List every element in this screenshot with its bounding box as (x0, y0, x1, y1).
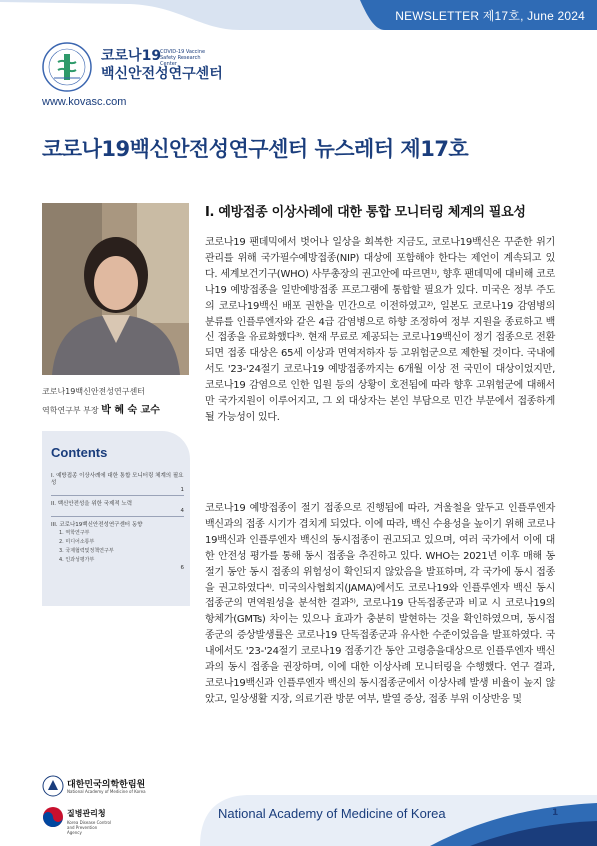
nam-logo-icon (42, 775, 64, 797)
newsletter-issue-tag: NEWSLETTER 제17호, June 2024 (395, 9, 585, 23)
toc-divider (51, 495, 184, 496)
center-english-name: COVID-19 Vaccine Safety Research Center (160, 49, 206, 67)
toc-subitem: 2. 미디어소통부 (59, 539, 95, 545)
kdca-logo-icon (42, 806, 64, 828)
toc-item[interactable] (51, 522, 184, 571)
author-role: 역학연구부 부장 (42, 406, 99, 415)
toc-item-label: II. 백신안전성을 위한 국제적 노력 (51, 501, 133, 507)
newsletter-title: 코로나19백신안전성연구센터 뉴스레터 제17호 (42, 137, 469, 161)
article-paragraph: 코로나19 예방접종이 절기 접종으로 진행됨에 따라, 겨울철을 앞두고 인플루엔자 백신과의 접종 시기가 겹치게 되었다. 이에 따라, 백신 수용성을 높이기 위해 코로나19백신과 인플루엔자 백신의 동시접종이 권고되고 있으며, 여러 국가에서 이에 대한 안전성 평가를 통해 동시 접종을 추진하고 있다. WHO는 2021년 이후 매해 동절기 동안 동시 접종의 위험성이 확인되지 않았음을 발표하며, 각 국가에 동시 접종을 권고하였다⁴⁾. 미국의사협회지(JAMA)에서도 코로나19와 인플루엔자 백신 동시접종군의 면역원성을 분석한 결과⁵⁾, 코로나19 단독접종군과 비교 시 코로나19의 항체가(GMTs) 차이는 있으나 효과가 충분히 발현하는 것을 확인하였으며, 동시접종군의 증상발생률은 코로나19 단독접종군과 유사한 수준이었음을 발표하였다. 국내에서도 '23-'24절기 코로나19 접종기간 동안 고령층을대상으로 인플루엔자 백신과의 동시 접종을 권장하며, 이에 대한 이상사례 모니터링을 수행했다. 연구 결과, 코로나19백신과 인플루엔자 백신의 동시접종군에서 이상사례 발생 비율이 높지 않았고, 일상생활 지장, 의료기관 방문 여부, 발열 증상, 접종 부위 이상반응 및 (205, 503, 555, 705)
toc-item-label: III. 코로나19백신안전성연구센터 동향 (51, 522, 143, 528)
author-photo (42, 203, 189, 375)
top-banner (0, 0, 597, 30)
toc-subitem: 3. 국제협력및정책연구부 (59, 548, 114, 554)
center-logo-icon (42, 42, 92, 92)
nam-english-name: National Academy of Medicine of Korea (67, 789, 146, 794)
toc-item-label: I. 예방접종 이상사례에 대한 통합 모니터링 체계의 필요성 (51, 473, 184, 486)
toc-subitem: 4. 인과성평가부 (59, 557, 95, 563)
toc-divider (51, 516, 184, 517)
author-affiliation: 코로나19백신안전성연구센터 (42, 387, 145, 396)
author-name: 박 혜 숙 교수 (101, 405, 160, 416)
contents-title: Contents (51, 445, 108, 460)
article-paragraph: 코로나19 팬데믹에서 벗어나 일상을 회복한 지금도, 코로나19백신은 꾸준한 위기관리를 위해 국가필수예방접종(NIP) 대상에 포함해야 한다는 제언이 계속되고 있다. 세계보건기구(WHO) 사무총장의 권고안에 따르면¹⁾, 향후 팬데믹에 대비해 코로나19 예방접종을 일반예방접종 프로그램에 통합할 필요가 있다. 미국은 정부 주도의 코로나19백신 배포 권한을 민간으로 이전하였고²⁾, 일본도 코로나19 감염병의 분류를 인플루엔자와 같은 4급 감염병으로 하향 조정하여 정부 지원을 종료하고 백신 접종을 유료화했다³⁾. 현재 무료로 제공되는 코로나19백신이 정기 접종으로 전환되면 접종 대상은 65세 이상과 면역저하자 등 고위험군으로 제한될 것이다. 국내에서도 '23-'24절기 코로나19 예방접종까지는 6개월 이상 전 국민이 대상이었지만, 코로나19 감염으로 인한 입원 등의 상황이 호전됨에 따라 향후 고위험군에 대해서만 국가지원이 이루어지고, 그 외 대상자는 본인 부담으로 민간 부문에서 접종하게 될 가능성이 있다. (205, 237, 555, 423)
toc-subitem: 1. 역학연구부 (59, 530, 90, 536)
nam-korean-name: 대한민국의학한림원 (67, 780, 146, 790)
toc-item[interactable] (51, 501, 184, 514)
author-caption (42, 401, 160, 416)
center-name-line1: 코로나19 (101, 48, 162, 64)
section-title: I. 예방접종 이상사례에 대한 통합 모니터링 체계의 필요성 (205, 205, 526, 220)
kdca-korean-name: 질병관리청 (67, 809, 106, 818)
toc-item[interactable] (51, 473, 184, 493)
toc-item-page: 4 (180, 508, 184, 514)
website-link[interactable]: www.kovasc.com (42, 96, 127, 108)
page-number: 1 (552, 808, 559, 818)
kdca-english-name: Korea Disease Control and Prevention Agency (67, 820, 112, 835)
academy-name: National Academy of Medicine of Korea (218, 806, 446, 821)
toc-item-page: 1 (180, 487, 184, 493)
contents-box (42, 431, 190, 606)
center-name-line2: 백신안전성연구센터 (101, 66, 223, 82)
toc-item-page: 6 (180, 565, 184, 571)
